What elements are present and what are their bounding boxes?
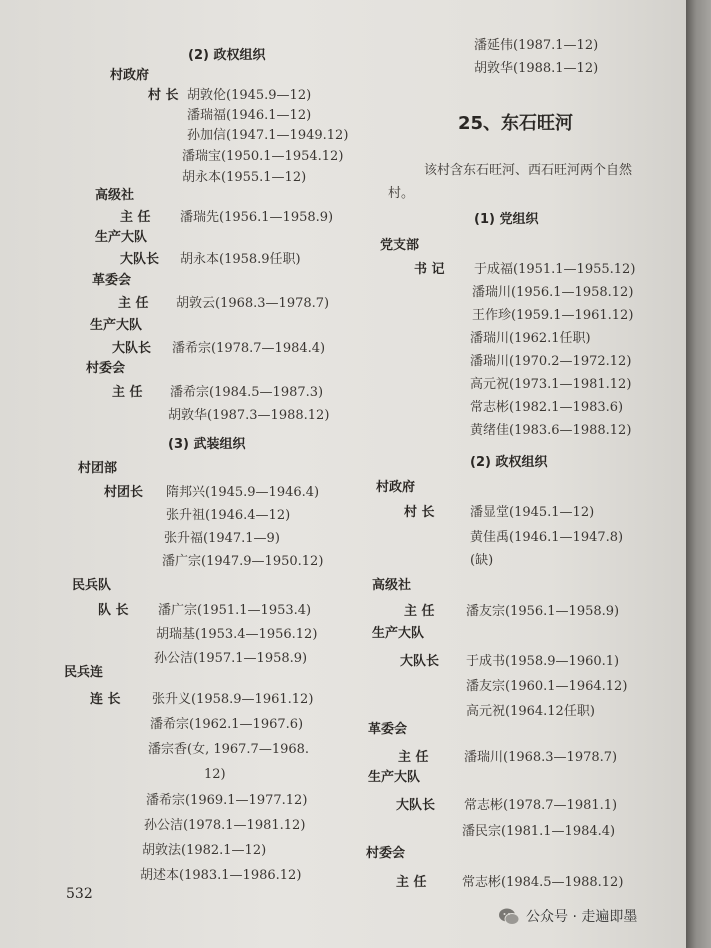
left-lianzhang-entry: 潘希宗(1962.1—1967.6) xyxy=(150,717,304,732)
left-label-zhuren: 主 任 xyxy=(120,210,151,225)
left-org-cun-zhengfu: 村政府 xyxy=(110,68,150,83)
left-section-2-title: (2) 政权组织 xyxy=(188,48,266,63)
left-org-gaojishe: 高级社 xyxy=(95,188,135,203)
left-org-shengchan-dadui: 生产大队 xyxy=(95,230,148,245)
left-label-duizhang: 队 长 xyxy=(98,603,129,618)
page-number: 532 xyxy=(66,886,93,902)
right-shuji-entry: 潘瑞川(1962.1任职) xyxy=(470,331,591,346)
left-lianzhang-entry: 12) xyxy=(204,767,226,782)
left-gaojishe-zhuren: 潘瑞先(1956.1—1958.9) xyxy=(180,210,334,225)
left-cunzhang-entry: 潘瑞宝(1950.1—1954.12) xyxy=(182,149,344,164)
right-label-shuji: 书 记 xyxy=(414,262,445,277)
left-label-lianzhang: 连 长 xyxy=(90,692,121,707)
left-section-3-title: (3) 武装组织 xyxy=(168,437,246,452)
left-geweihui-zhuren: 胡敦云(1968.3—1978.7) xyxy=(176,296,330,311)
left-daduizhang-entry: 潘希宗(1978.7—1984.4) xyxy=(172,341,326,356)
left-org-geweihui: 革委会 xyxy=(92,273,132,288)
right-daduizhang-entry: 于成书(1958.9—1960.1) xyxy=(466,654,620,669)
village-intro-line: 村。 xyxy=(388,186,415,201)
right-label-zhuren: 主 任 xyxy=(398,750,429,765)
right-shuji-entry: 黄绪佳(1983.6—1988.12) xyxy=(470,423,632,438)
right-daduizhang-entry: 潘友宗(1960.1—1964.12) xyxy=(466,679,628,694)
left-org-cun-tuanbu: 村团部 xyxy=(78,461,118,476)
right-org-shengchan-dadui: 生产大队 xyxy=(372,626,425,641)
watermark-text: 公众号 · 走遍即墨 xyxy=(526,909,638,925)
right-org-gaojishe: 高级社 xyxy=(372,578,412,593)
left-tuanzhang-entry: 潘广宗(1947.9—1950.12) xyxy=(162,554,324,569)
left-label-zhuren: 主 任 xyxy=(112,385,143,400)
right-org-shengchan-dadui: 生产大队 xyxy=(368,770,421,785)
right-org-cun-zhengfu: 村政府 xyxy=(376,480,416,495)
left-lianzhang-entry: 潘宗香(女, 1967.7—1968. xyxy=(148,742,310,757)
village-title: 25、东石旺河 xyxy=(458,113,574,134)
left-tuanzhang-entry: 隋邦兴(1945.9—1946.4) xyxy=(166,485,320,500)
right-cunzhang-entry: 潘显堂(1945.1—12) xyxy=(470,505,595,520)
right-label-daduizhang: 大队长 xyxy=(396,798,436,813)
right-section-2-title: (2) 政权组织 xyxy=(470,455,548,470)
right-org-geweihui: 革委会 xyxy=(368,722,408,737)
right-shuji-entry: 高元祝(1973.1—1981.12) xyxy=(470,377,632,392)
right-shuji-entry: 常志彬(1982.1—1983.6) xyxy=(470,400,624,415)
left-label-zhuren: 主 任 xyxy=(118,296,149,311)
left-duizhang-entry: 胡瑞基(1953.4—1956.12) xyxy=(156,627,318,642)
left-lianzhang-entry: 孙公洁(1978.1—1981.12) xyxy=(144,818,306,833)
right-top-entry: 潘延伟(1987.1—12) xyxy=(474,38,599,53)
village-intro-line: 该村含东石旺河、西石旺河两个自然 xyxy=(424,163,633,178)
right-label-daduizhang: 大队长 xyxy=(400,654,440,669)
left-cunzhang-entry: 胡永本(1955.1—12) xyxy=(182,170,307,185)
right-org-cunweihui: 村委会 xyxy=(366,846,406,861)
right-geweihui-zhuren: 潘瑞川(1968.3—1978.7) xyxy=(464,750,618,765)
watermark xyxy=(498,906,698,932)
left-tuanzhang-entry: 张升福(1947.1—9) xyxy=(164,531,280,546)
right-section-1-title: (1) 党组织 xyxy=(474,212,539,227)
left-cunzhang-entry: 胡敦伦(1945.9—12) xyxy=(187,88,312,103)
right-daduizhang-entry: 潘民宗(1981.1—1984.4) xyxy=(462,824,616,839)
right-cunzhang-entry: (缺) xyxy=(470,553,494,568)
left-lianzhang-entry: 张升义(1958.9—1961.12) xyxy=(152,692,314,707)
left-cunzhang-entry: 孙加信(1947.1—1949.12) xyxy=(187,128,349,143)
right-daduizhang-entry: 高元祝(1964.12任职) xyxy=(466,704,595,719)
right-shuji-entry: 潘瑞川(1956.1—1958.12) xyxy=(472,285,634,300)
left-label-tuanzhang: 村团长 xyxy=(104,485,144,500)
wechat-icon xyxy=(498,906,520,928)
left-label-cunzhang: 村 长 xyxy=(148,88,179,103)
left-cunweihui-zhuren: 潘希宗(1984.5—1987.3) xyxy=(170,385,324,400)
left-org-minbingdui: 民兵队 xyxy=(72,578,112,593)
left-org-shengchan-dadui: 生产大队 xyxy=(90,318,143,333)
right-gaojishe-zhuren: 潘友宗(1956.1—1958.9) xyxy=(466,604,620,619)
right-cunweihui-zhuren: 常志彬(1984.5—1988.12) xyxy=(462,875,624,890)
left-tuanzhang-entry: 张升祖(1946.4—12) xyxy=(166,508,291,523)
left-lianzhang-entry: 潘希宗(1969.1—1977.12) xyxy=(146,793,308,808)
left-daduizhang-entry: 胡永本(1958.9任职) xyxy=(180,252,301,267)
right-label-zhuren: 主 任 xyxy=(404,604,435,619)
page-gutter-shadow xyxy=(686,0,711,948)
left-duizhang-entry: 潘广宗(1951.1—1953.4) xyxy=(158,603,312,618)
left-org-cunweihui: 村委会 xyxy=(86,361,126,376)
left-cunzhang-entry: 潘瑞福(1946.1—12) xyxy=(187,108,312,123)
left-lianzhang-entry: 胡述本(1983.1—1986.12) xyxy=(140,868,302,883)
left-org-minbinglian: 民兵连 xyxy=(64,665,104,680)
left-cunweihui-zhuren: 胡敦华(1987.3—1988.12) xyxy=(168,408,330,423)
left-label-daduizhang: 大队长 xyxy=(120,252,160,267)
right-label-zhuren: 主 任 xyxy=(396,875,427,890)
left-label-daduizhang: 大队长 xyxy=(112,341,152,356)
right-shuji-entry: 王作珍(1959.1—1961.12) xyxy=(472,308,634,323)
right-org-dangzhibu: 党支部 xyxy=(380,238,420,253)
right-top-entry: 胡敦华(1988.1—12) xyxy=(474,61,599,76)
right-shuji-entry: 潘瑞川(1970.2—1972.12) xyxy=(470,354,632,369)
right-cunzhang-entry: 黄佳禹(1946.1—1947.8) xyxy=(470,530,624,545)
left-duizhang-entry: 孙公洁(1957.1—1958.9) xyxy=(154,651,308,666)
left-lianzhang-entry: 胡敦法(1982.1—12) xyxy=(142,843,267,858)
right-label-cunzhang: 村 长 xyxy=(404,505,435,520)
right-daduizhang-entry: 常志彬(1978.7—1981.1) xyxy=(464,798,618,813)
right-shuji-entry: 于成福(1951.1—1955.12) xyxy=(474,262,636,277)
